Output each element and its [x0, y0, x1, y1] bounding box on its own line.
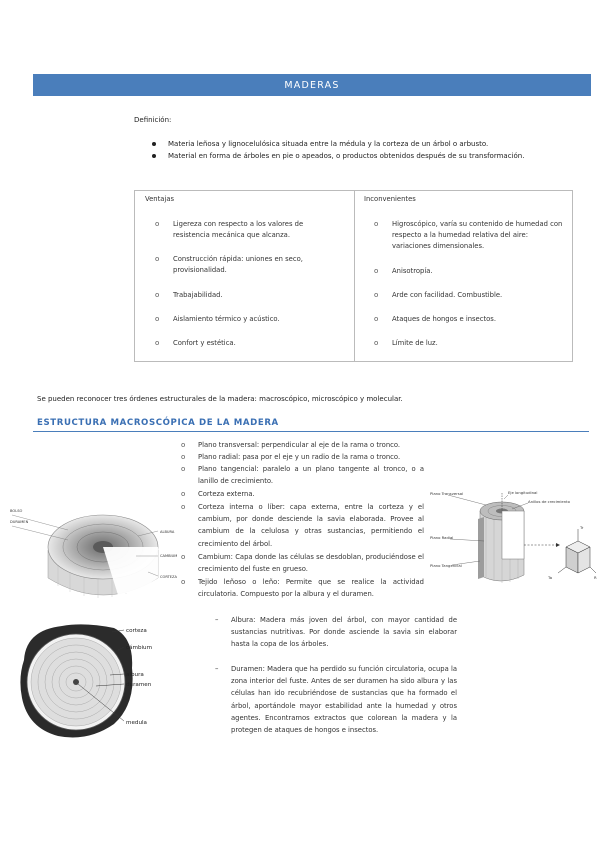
ventaja-item: o Ligereza con respecto a los valores de resistencia mecánica que alcanza.: [155, 220, 304, 239]
ventaja-item: o Construcción rápida: uniones en seco, provisionalidad.: [155, 255, 303, 274]
section-item: o Cambium: Capa donde las células se desdoblan, produciéndose el crecimiento del fuste en grueso.: [181, 553, 424, 574]
cross-label: albura: [126, 672, 144, 678]
radial-cut: [502, 511, 524, 559]
log-label: CORTEZA: [160, 575, 177, 579]
plane-label: Eje longitudinal: [508, 490, 538, 495]
section-subitem: – Duramen: Madera que ha perdido su función circulatoria, ocupa la zona interior del fuste. Antes de ser duramen ha sido albura y las células han ido recubriéndose de sustancias que ha formado el árbol, aportándole mayor estabilidad ante la humedad y otros agentes. Encontramos extractos que colorean la madera y la protegen de ataques de hongos e insectos.: [215, 665, 457, 735]
cross-label: medula: [126, 720, 147, 726]
arrow-head: [556, 543, 560, 547]
section-item: o Plano transversal: perpendicular al eje de la rama o tronco.: [181, 441, 401, 449]
log-label: DURAMEN: [10, 520, 29, 524]
plane-label: Plano Tangencial: [430, 563, 462, 568]
cube: [566, 541, 590, 573]
definition-bullet: Material en forma de árboles en pie o apeados, o productos obtenidos después de su transformación.: [146, 150, 586, 162]
section-rule: [33, 431, 589, 432]
ventaja-item: o Trabajabilidad.: [155, 291, 223, 299]
plane-label: Anillos de crecimiento: [528, 499, 570, 504]
inconveniente-item: o Higroscópico, varía su contenido de humedad con respecto a la humedad relativa del aire: variaciones dimensionales.: [374, 220, 563, 250]
definition-label: Definición:: [134, 116, 172, 124]
cross-label: duramen: [126, 682, 152, 688]
pros-cons-table: [134, 190, 573, 362]
cross-label: cámbium: [126, 645, 153, 651]
cross-label: corteza: [126, 628, 147, 634]
section-item: o Tejido leñoso o leño: Permite que se realice la actividad circulatoria. Compuesto por la albura y el duramen.: [181, 578, 424, 599]
inconveniente-item: o Anisotropía.: [374, 267, 433, 275]
plane-label: Ta: [548, 575, 553, 580]
plane-label: Tr: [580, 525, 584, 530]
plane-label: Plano Radial: [430, 535, 454, 540]
definition-bullet: Materia leñosa y lignocelulósica situada entre la médula y la corteza de un árbol o arbusto.: [146, 138, 586, 150]
intro-paragraph: Se pueden reconocer tres órdenes estructurales de la madera: macroscópico, microscópico y molecular.: [37, 395, 403, 403]
cross-section-figure: [14, 620, 184, 745]
table-divider: [354, 191, 355, 361]
section-item: o Plano radial: pasa por el eje y un radio de la rama o tronco.: [181, 453, 401, 461]
table-header-inconvenientes: Inconvenientes: [364, 195, 416, 203]
wood-planes-figure: [428, 489, 600, 593]
plane-label: Plano Transversal: [430, 491, 464, 496]
plane-label: R: [594, 575, 597, 580]
log-label: ALBURA: [160, 530, 175, 534]
tangential-cut: [478, 517, 484, 579]
section-item: o Plano tangencial: paralelo a un plano tangente al tronco, o a lanillo de crecimiento.: [181, 465, 424, 486]
inconveniente-item: o Ataques de hongos e insectos.: [374, 315, 496, 323]
log-wedge-figure: [8, 500, 192, 612]
ventaja-item: o Aislamiento térmico y acústico.: [155, 315, 280, 323]
inconveniente-item: o Arde con facilidad. Combustible.: [374, 291, 503, 299]
log-label: CAMBIUM: [160, 554, 178, 558]
page-title-bar: [33, 74, 591, 96]
section-heading: ESTRUCTURA MACROSCÓPICA DE LA MADERA: [37, 418, 279, 428]
section-subitem: – Albura: Madera más joven del árbol, con mayor cantidad de sustancias nutritivas. Por donde asciende la savia sin elaborar hasta la copa de los árboles.: [215, 616, 457, 649]
ventaja-item: o Confort y estética.: [155, 339, 236, 347]
inconveniente-item: o Límite de luz.: [374, 339, 438, 347]
log-label: BOLSO: [10, 509, 23, 513]
table-header-ventajas: Ventajas: [145, 195, 175, 203]
section-item: o Corteza interna o líber: capa externa, entre la corteza y el cambium, por donde desciende la savia elaborada. Provee al cambium de la celulosa y otras sustancias, permitiendo el crecimiento del árbol.: [181, 503, 424, 548]
section-item: o Corteza externa.: [181, 490, 255, 498]
page-title: MADERAS: [284, 79, 340, 91]
definition-list: [146, 138, 586, 162]
